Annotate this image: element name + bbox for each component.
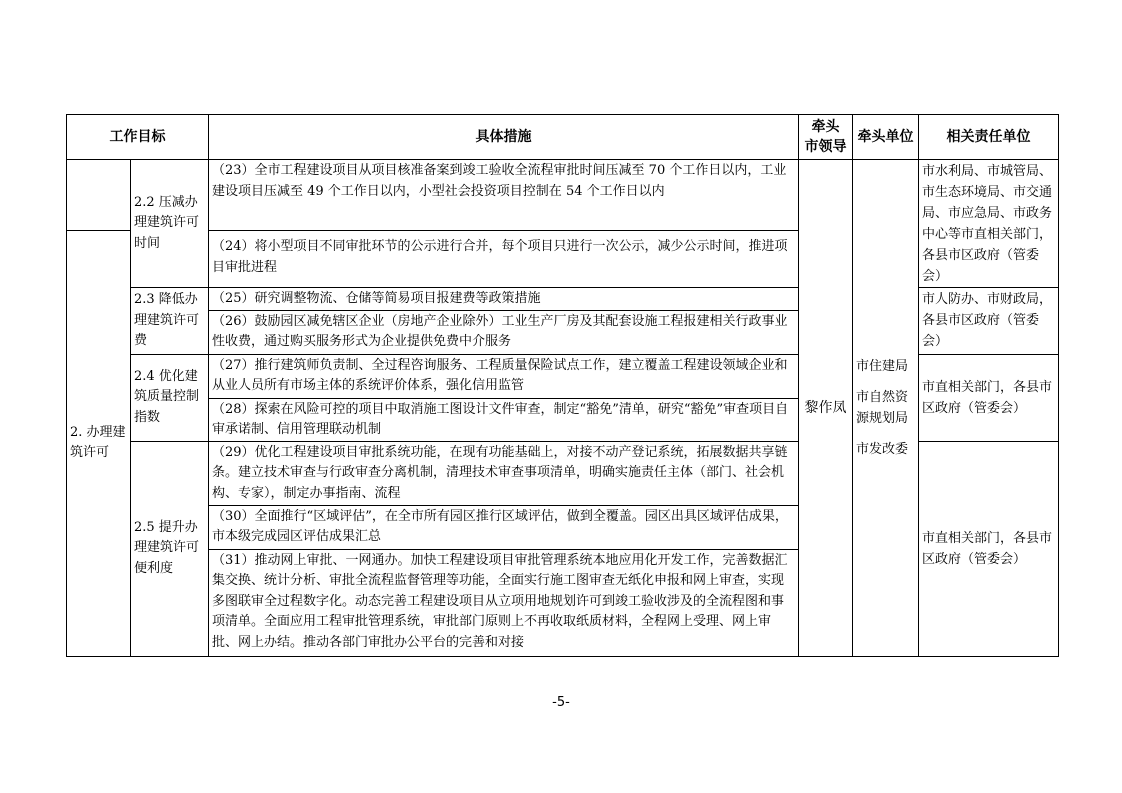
measure-29: （29）优化工程建设项目审批系统功能，在现有功能基础上，对接不动产登记系统，拓展数据共享链条。建立技术审查与行政审查分离机制，清理技术审查事项清单，明确实施责任主体（部门、社会机构、专家），制定办事指南、流程	[209, 441, 799, 505]
header-responsible: 相关责任单位	[919, 115, 1059, 160]
lead-unit-2: 市自然资源规划局	[856, 389, 909, 426]
responsible-2-2: 市水利局、市城管局、市生态环境局、市交通局、市应急局、市政务中心等市直相关部门，各县市区政府（管委会）	[919, 160, 1059, 288]
lead-unit-cell	[853, 160, 919, 657]
work-target-table	[66, 114, 1059, 657]
table-row	[67, 160, 1059, 231]
measure-23: （23）全市工程建设项目从项目核准备案到竣工验收全流程审批时间压减至 70 个工作日以内，工业建设项目压减至 49 个工作日以内，小型社会投资项目控制在 54 个工作日以内	[209, 160, 799, 231]
page-number: -5-	[552, 695, 570, 710]
responsible-2-5: 市直相关部门，各县市区政府（管委会）	[919, 441, 1059, 656]
header-lead-unit: 牵头单位	[853, 115, 919, 160]
subgoal-2-3: 2.3 降低办理建筑许可费	[131, 288, 209, 355]
header-leader: 牵头 市领导	[799, 115, 853, 160]
measure-24: （24）将小型项目不同审批环节的公示进行合并，每个项目只进行一次公示，减少公示时间，推进项目审批进程	[209, 231, 799, 288]
goal-cell: 2. 办理建筑许可	[67, 231, 131, 657]
leader-cell: 黎作凤	[799, 160, 853, 657]
subgoal-2-2: 2.2 压减办理建筑许可时间	[131, 160, 209, 288]
responsible-2-4: 市直相关部门，各县市区政府（管委会）	[919, 354, 1059, 441]
header-measures: 具体措施	[209, 115, 799, 160]
responsible-2-3: 市人防办、市财政局，各县市区政府（管委会）	[919, 288, 1059, 355]
subgoal-2-4: 2.4 优化建筑质量控制指数	[131, 354, 209, 441]
measure-31: （31）推动网上审批、一网通办。加快工程建设项目审批管理系统本地应用化开发工作，完善数据汇集交换、统计分析、审批全流程监督管理等功能，全面实行施工图审查无纸化申报和网上审查，实现多图联审全过程数字化。动态完善工程建设项目从立项用地规划许可到竣工验收涉及的全流程图和事项清单。全面应用工程审批管理系统，审批部门原则上不再收取纸质材料，全程网上受理、网上审批、网上办结。推动各部门审批办公平台的完善和对接	[209, 549, 799, 656]
measure-28: （28）探索在风险可控的项目中取消施工图设计文件审查，制定“豁免”清单，研究“豁免”审查项目自审承诺制、信用管理联动机制	[209, 398, 799, 441]
measure-26: （26）鼓励园区减免辖区企业（房地产企业除外）工业生产厂房及其配套设施工程报建相关行政事业性收费，通过购买服务形式为企业提供免费中介服务	[209, 310, 799, 354]
measure-30: （30）全面推行“区域评估”，在全市所有园区推行区域评估，做到全覆盖。园区出具区域评估成果，市本级完成园区评估成果汇总	[209, 505, 799, 549]
lead-unit-1: 市住建局	[856, 358, 909, 374]
lead-unit-3: 市发改委	[856, 441, 909, 457]
subgoal-2-5: 2.5 提升办理建筑许可便利度	[131, 441, 209, 656]
goal-cell-top	[67, 160, 131, 231]
measure-25: （25）研究调整物流、仓储等简易项目报建费等政策措施	[209, 288, 799, 311]
table-header-row	[67, 115, 1059, 160]
measure-27: （27）推行建筑师负责制、全过程咨询服务、工程质量保险试点工作，建立覆盖工程建设领域企业和从业人员所有市场主体的系统评价体系，强化信用监管	[209, 354, 799, 398]
header-goal: 工作目标	[67, 115, 209, 160]
